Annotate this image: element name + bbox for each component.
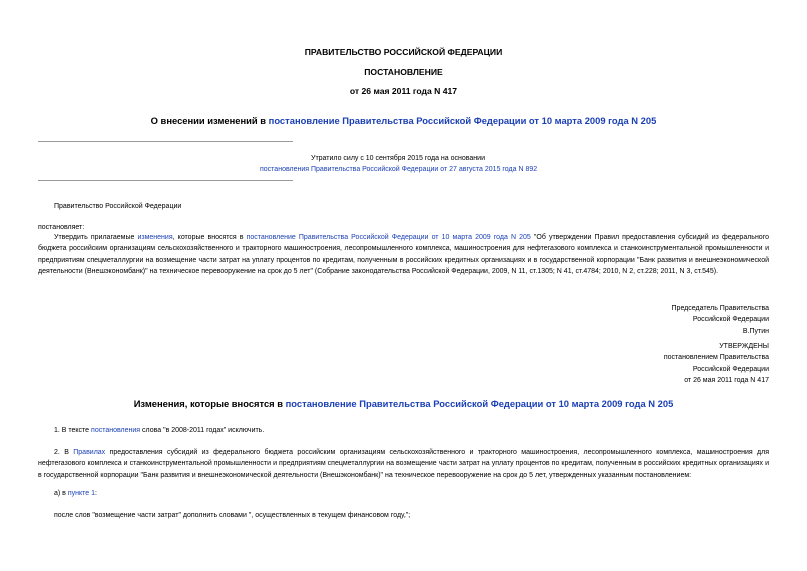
header-doc-type: ПОСТАНОВЛЕНИЕ bbox=[364, 67, 443, 77]
issuer: Правительство Российской Федерации bbox=[54, 203, 182, 210]
sub-a-rest: : bbox=[95, 490, 97, 497]
rule-top bbox=[38, 141, 293, 142]
header-date-number: от 26 мая 2011 года N 417 bbox=[349, 86, 458, 96]
signature-line1: Председатель Правительства bbox=[671, 305, 769, 312]
approved-line2: постановлением Правительства bbox=[663, 354, 769, 362]
main-paragraph bbox=[38, 232, 769, 278]
approved-block bbox=[469, 341, 769, 387]
item-2-prefix: 2. В bbox=[54, 449, 74, 456]
decrees-word: постановляет: bbox=[38, 224, 85, 231]
rule-bottom bbox=[38, 180, 293, 181]
signature-line2: Российской Федерации bbox=[692, 316, 769, 324]
signature-block bbox=[469, 303, 769, 337]
para-link-decree[interactable]: постановление Правительства Российской Федерации от 10 марта 2009 года N 205 bbox=[246, 234, 531, 241]
header-government: ПРАВИТЕЛЬСТВО РОССИЙСКОЙ ФЕДЕРАЦИИ bbox=[304, 47, 503, 57]
item-2-link[interactable]: Правилах bbox=[73, 449, 106, 456]
signature-name: В.Путин bbox=[742, 327, 769, 335]
sub-a-prefix: а) в bbox=[54, 490, 68, 497]
approved-line3: Российской Федерации bbox=[692, 365, 769, 373]
para-mid: , которые вносятся в bbox=[172, 234, 247, 241]
item-1-link[interactable]: постановления bbox=[91, 427, 141, 434]
title-link[interactable]: постановление Правительства Российской Федерации от 10 марта 2009 года N 205 bbox=[268, 115, 657, 126]
changes-title bbox=[0, 398, 807, 409]
status-line1: Утратило силу с 10 сентября 2015 года на основании bbox=[311, 155, 485, 162]
approved-line4: от 26 мая 2011 года N 417 bbox=[684, 377, 769, 385]
para-prefix: Утвердить прилагаемые bbox=[54, 234, 138, 241]
approved-line1: УТВЕРЖДЕНЫ bbox=[719, 343, 769, 350]
document-title bbox=[0, 115, 807, 126]
sub-a-link[interactable]: пункте 1 bbox=[67, 490, 95, 497]
changes-title-link[interactable]: постановление Правительства Российской Федерации от 10 марта 2009 года N 205 bbox=[285, 398, 674, 409]
item-2-rest: предоставления субсидий из федерального бюджета российским организациям сельскохозяйственного и тракторного машиностроения, лесопромышленного комплекса, машиностроения для нефтегазового комплекса и станкоинструментальной промышленности и предприятиям спецметаллургии на возмещение части затрат на уплату процентов по кредитам, полученным в российских кредитных организациях и в государственной корпорации "Банк развития и внешнеэкономической деятельности (Внешэкономбанк)" на техническое перевооружение на срок до 5 лет, утвержденных указанным постановлением: bbox=[38, 449, 770, 479]
item-1 bbox=[54, 425, 264, 436]
status-link[interactable]: постановления Правительства Российской Федерации от 27 августа 2015 года N 892 bbox=[260, 166, 538, 173]
item-1-rest: слова "в 2008-2011 годах" исключить. bbox=[140, 427, 265, 434]
item-1-prefix: 1. В тексте bbox=[54, 427, 92, 434]
title-prefix: О внесении изменений в bbox=[150, 115, 269, 126]
para-link-changes[interactable]: изменения bbox=[137, 234, 173, 241]
sub-item-a-text: после слов "возмещение части затрат" дополнить словами ", осуществленных в текущем финансовом году,"; bbox=[54, 512, 411, 519]
sub-item-a bbox=[54, 488, 97, 499]
changes-title-prefix: Изменения, которые вносятся в bbox=[133, 398, 286, 409]
para-rest: "Об утверждении Правил предоставления субсидий из федерального бюджета российским организациям сельскохозяйственного и тракторного машиностроения, лесопромышленного комплекса, машиностроения для нефтегазового комплекса и станкоинструментальной промышленности и предприятиям спецметаллургии на возмещение части затрат на уплату процентов по кредитам, полученным в российских кредитных организациях и в государственной корпорации "Банк развития и внешнеэкономической деятельности (Внешэкономбанк)" на техническое перевооружение на срок до 5 лет" (Собрание законодательства Российской Федерации, 2009, N 11, ст.1305; N 41, ст.4784; 2010, N 2, ст.228; 2011, N 3, ст.545). bbox=[38, 234, 769, 276]
item-2 bbox=[38, 447, 769, 481]
